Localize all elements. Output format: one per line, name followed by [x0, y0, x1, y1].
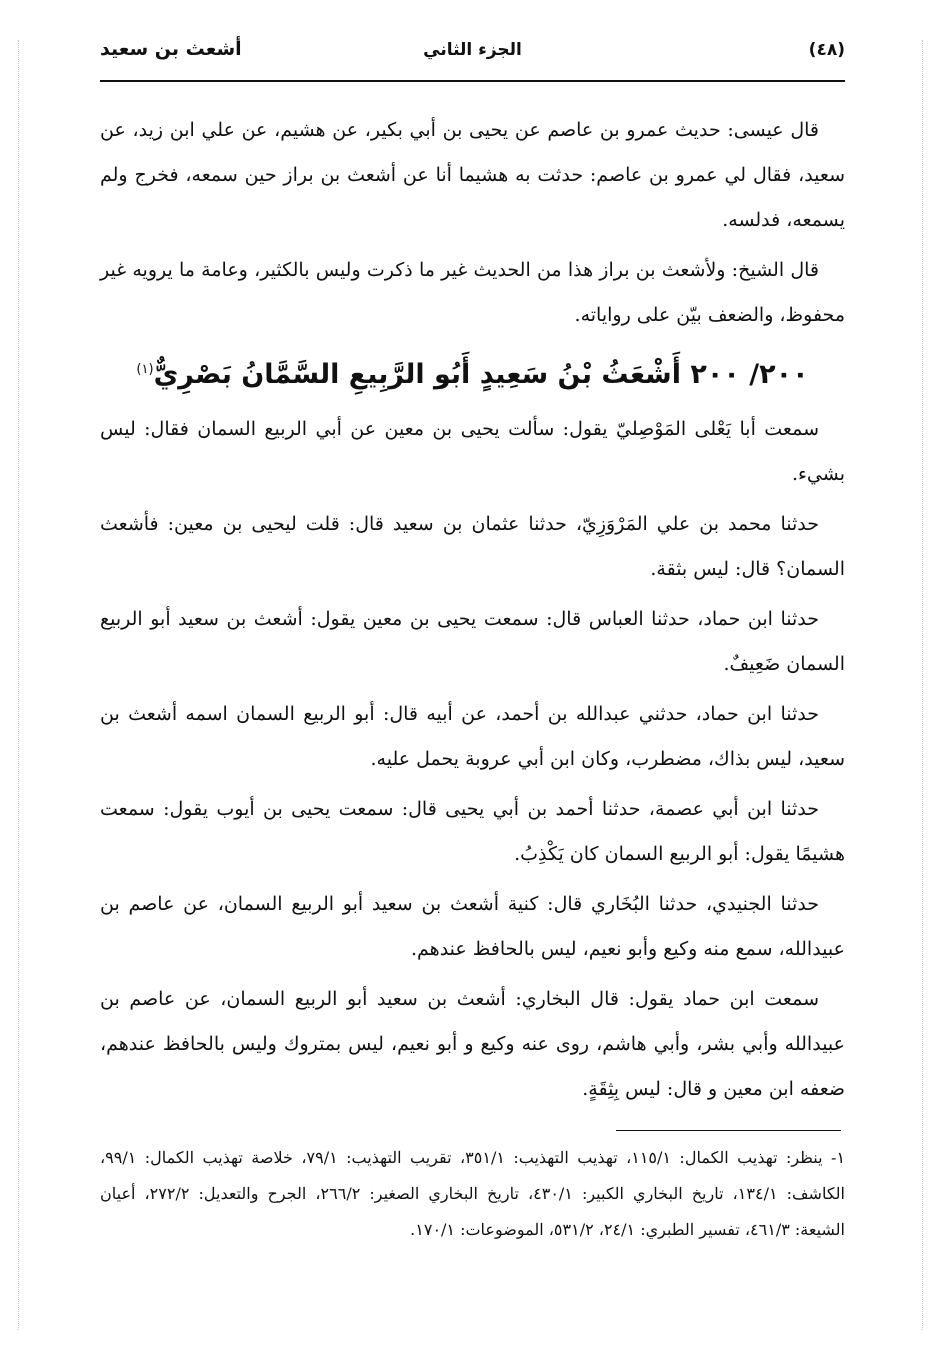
paragraph: حدثنا محمد بن علي المَرْوَزِيّ، حدثنا عثمان بن سعيد قال: قلت ليحيى بن معين: فأشعث السمان؟ قال: ليس بثقة.: [100, 513, 845, 580]
volume-label: الجزء الثاني: [423, 40, 522, 60]
paragraph: قال الشيخ: ولأشعث بن براز هذا من الحديث غير ما ذكرت وليس بالكثير، وعامة ما يرويه غير محفوظ، والضعف بيّن على رواياته.: [100, 259, 845, 326]
paragraph: حدثنا الجنيدي، حدثنا البُخَاري قال: كنية أشعث بن سعيد أبو الربيع السمان، عن عاصم بن عبيدالله، سمع منه وكيع وأبو نعيم، ليس بالحافظ عندهم.: [100, 893, 845, 960]
paragraph: سمعت ابن حماد يقول: قال البخاري: أشعث بن سعيد أبو الربيع السمان، عن عاصم بن عبيدالله وأبي بشر، وأبي هاشم، روى عنه وكيع و أبو نعيم، ليس بمتروك وليس بالحافظ عندهم، ضعفه ابن معين و قال: ليس بِثِقَةٍ.: [100, 988, 845, 1100]
entry-name: أَشْعَثُ بْنُ سَعِيدٍ أَبُو الرَّبِيعِ السَّمَّانُ بَصْرِيٌّ: [153, 359, 681, 390]
paragraph: سمعت أبا يَعْلى المَوْصِليّ يقول: سألت يحيى بن معين عن أبي الربيع السمان فقال: ليس بشيء.: [100, 418, 845, 485]
paragraph: حدثنا ابن حماد، حدثني عبدالله بن أحمد، عن أبيه قال: أبو الربيع السمان اسمه أشعث بن سعيد، ليس بذاك، مضطرب، وكان ابن أبي عروبة يحمل عليه.: [100, 703, 845, 770]
page-header: [100, 34, 845, 78]
header-rule: [100, 80, 845, 82]
footnote-marker: (١): [136, 362, 154, 377]
paragraph: قال عيسى: حديث عمرو بن عاصم عن يحيى بن أبي بكير، عن هشيم، عن علي ابن زيد، عن سعيد، فقال لي عمرو بن عاصم: حدثت به هشيما أنا عن أشعث بن براز حين سمعه، فخرج ولم يسمعه، فدلسه.: [100, 119, 845, 231]
footnote-separator: [616, 1130, 841, 1131]
paragraph: حدثنا ابن حماد، حدثنا العباس قال: سمعت يحيى بن معين يقول: أشعث بن سعيد أبو الربيع السمان ضَعِيفٌ.: [100, 608, 845, 675]
scan-edge-line: [922, 40, 923, 1330]
footnotes: [100, 1140, 845, 1248]
entry-heading: [100, 343, 845, 402]
scan-edge-line: [18, 40, 19, 1330]
paragraph: حدثنا ابن أبي عصمة، حدثنا أحمد بن أبي يحيى قال: سمعت يحيى بن أيوب يقول: سمعت هشيمًا يقول: أبو الربيع السمان كان يَكْذِبُ.: [100, 798, 845, 865]
entry-number: ٢٠٠/ ٢٠٠: [690, 359, 809, 390]
footnote: ١- ينظر: تهذيب الكمال: ١١٥/١، تهذيب التهذيب: ٣٥١/١، تقريب التهذيب: ٧٩/١، خلاصة تهذيب الكمال: ٩٩/١، الكاشف: ١٣٤/١، تاريخ البخاري الكبير: ٤٣٠/١، تاريخ البخاري الصغير: ٢٦٦/٢، الجرح والتعديل: ٢٧٢/٢، أعيان الشيعة: ٤٦١/٣، تفسير الطبري: ٢٤/١، ٥٣١/٢، الموضوعات: ١٧٠/١.: [100, 1148, 846, 1239]
running-title: أشعث بن سعيد: [100, 38, 242, 60]
page-number: (٤٨): [808, 40, 845, 60]
main-text: [100, 108, 845, 1117]
